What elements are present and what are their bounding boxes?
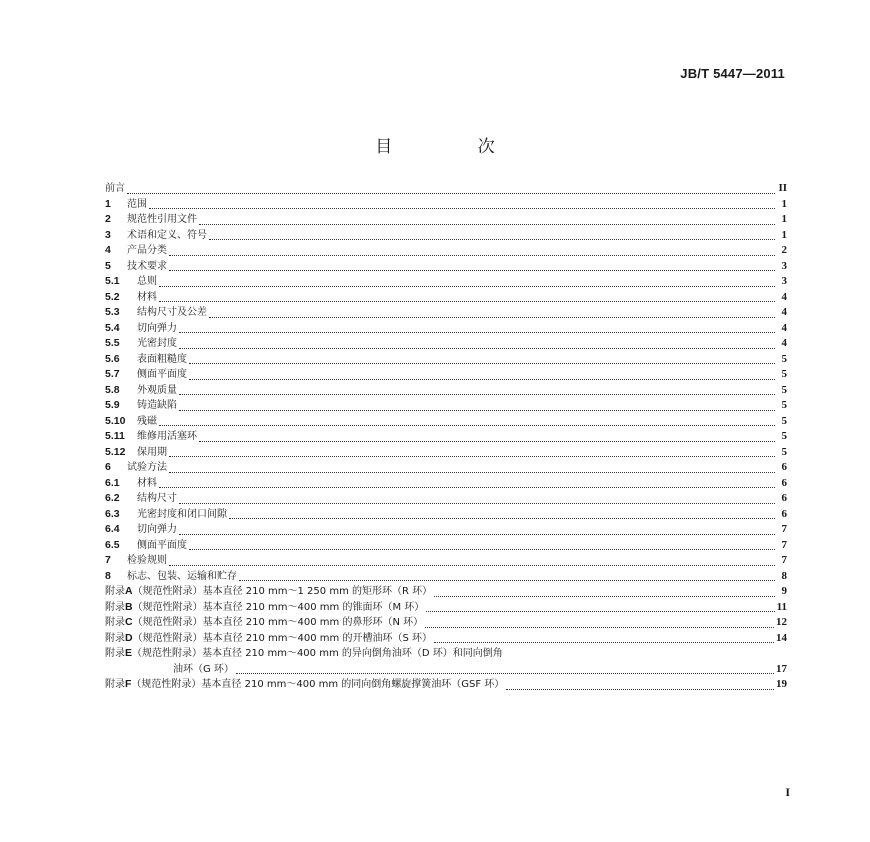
- toc-entry-label: 总则: [137, 276, 157, 287]
- toc-entry-label: 铸造缺陷: [137, 400, 177, 411]
- toc-entry-label: 外观质量: [137, 384, 177, 396]
- toc-entry-label: 材料: [137, 291, 157, 303]
- toc-entry-number: 5.7: [105, 368, 120, 380]
- dot-leader: [169, 269, 775, 271]
- toc-entry-number: 6.4: [105, 523, 120, 535]
- toc-entry-page: 4: [781, 290, 787, 303]
- appendix-prefix: 附录: [105, 648, 125, 659]
- toc-entry-number: 5.11: [105, 430, 125, 442]
- dot-leader: [229, 517, 775, 519]
- toc-entry-page: 3: [781, 275, 787, 287]
- toc-entry[interactable]: [105, 181, 787, 197]
- dot-leader: [506, 688, 774, 690]
- page-title: 目 次: [375, 137, 535, 157]
- toc-entry-number: 2: [105, 213, 111, 225]
- toc-entry-label: 前言: [105, 183, 125, 194]
- appendix-prefix: 附录: [105, 632, 125, 644]
- appendix-letter: C: [125, 616, 133, 628]
- standard-code: JB/T 5447—2011: [680, 66, 785, 81]
- toc-entry[interactable]: [105, 445, 787, 461]
- toc-entry-page: 6: [781, 476, 787, 489]
- dot-leader: [179, 533, 775, 535]
- toc-entry-number: 5.12: [105, 445, 126, 458]
- dot-leader: [179, 347, 775, 349]
- toc-entry[interactable]: [105, 522, 787, 538]
- toc-entry[interactable]: [105, 507, 787, 523]
- appendix-page: 12: [776, 616, 787, 628]
- toc-entry[interactable]: [105, 290, 787, 306]
- appendix-page: 11: [776, 600, 787, 613]
- toc-entry-page: 5: [781, 414, 787, 427]
- appendix-heading: [105, 600, 424, 616]
- toc-entry-number: 6.1: [105, 476, 120, 489]
- toc-entry-label: 结构尺寸: [137, 493, 177, 504]
- dot-leader: [149, 207, 775, 209]
- appendix-title: （规范性附录）基本直径 210 mm～1 250 mm 的矩形环（R 环）: [132, 586, 433, 597]
- appendix-page: 19: [776, 678, 787, 690]
- toc-entry-page: 7: [781, 523, 787, 535]
- toc-entry[interactable]: [105, 476, 787, 492]
- appendix-prefix: 附录: [105, 617, 125, 628]
- dot-leader: [169, 471, 775, 473]
- dot-leader: [169, 564, 775, 566]
- toc-entry-page: 1: [781, 213, 787, 225]
- toc-entry-label: 试验方法: [127, 462, 167, 473]
- toc-entry-number: 5.2: [105, 290, 120, 303]
- toc-entry-number: 6: [105, 461, 111, 473]
- toc-entry-label: 术语和定义、符号: [127, 229, 207, 241]
- appendix-entry[interactable]: [105, 615, 787, 631]
- toc-entry-number: 5.1: [105, 275, 120, 287]
- appendix-title-continuation: 油环（G 环）: [173, 663, 234, 675]
- toc-entry-label: 光密封度: [137, 338, 177, 349]
- appendix-entry[interactable]: [105, 584, 787, 600]
- dot-leader: [209, 238, 775, 240]
- toc-entry-label: 范围: [127, 198, 147, 210]
- toc-entry-number: 5.9: [105, 399, 120, 411]
- toc-entry-number: 4: [105, 244, 111, 256]
- toc-entry-page: 6: [781, 492, 787, 504]
- toc-entry[interactable]: [105, 243, 787, 259]
- toc-entry-page: 4: [781, 337, 787, 349]
- toc-entry-label: 规范性引用文件: [127, 214, 197, 225]
- toc-entry-page: 5: [781, 352, 787, 365]
- dot-leader: [179, 502, 775, 504]
- toc-entry-number: 5.4: [105, 321, 120, 334]
- toc-entry-label: 产品分类: [127, 245, 167, 256]
- dot-leader: [169, 254, 775, 256]
- toc-entry-page: 6: [781, 507, 787, 520]
- toc-entry-number: 5.8: [105, 383, 120, 396]
- toc-entry-number: 6.3: [105, 507, 120, 520]
- toc-entry-page: 7: [781, 554, 787, 566]
- dot-leader: [159, 424, 775, 426]
- toc-entry-page: II: [778, 182, 787, 194]
- dot-leader: [179, 331, 775, 333]
- dot-leader: [426, 610, 774, 612]
- toc-entry[interactable]: [105, 305, 787, 321]
- appendix-heading: [105, 631, 432, 647]
- toc-entry[interactable]: [105, 398, 787, 414]
- dot-leader: [236, 672, 774, 674]
- toc-entry-label: 技术要求: [127, 260, 167, 272]
- toc-entry-page: 4: [781, 306, 787, 318]
- toc-entry[interactable]: [105, 367, 787, 383]
- toc-entry-page: 5: [781, 368, 787, 380]
- dot-leader: [159, 486, 775, 488]
- dot-leader: [199, 223, 775, 225]
- toc-entry-label: 残磁: [137, 415, 157, 427]
- dot-leader: [434, 595, 775, 597]
- dot-leader: [179, 409, 775, 411]
- toc-entry-page: 1: [781, 197, 787, 210]
- dot-leader: [189, 378, 775, 380]
- appendix-title: （规范性附录）基本直径 210 mm～400 mm 的同向倒角螺旋撑簧油环（GSF 环）: [131, 679, 505, 690]
- toc-entry-label: 标志、包装、运输和贮存: [127, 570, 237, 582]
- toc-entry-label: 切向弹力: [137, 322, 177, 334]
- toc-entry-number: 5: [105, 259, 111, 272]
- toc-entry-number: 5.3: [105, 306, 120, 318]
- toc-entry-number: 6.2: [105, 492, 120, 504]
- appendix-entry[interactable]: [105, 677, 787, 693]
- toc-entry-label: 光密封度和闭口间隙: [137, 508, 227, 520]
- toc-entry-number: 8: [105, 569, 111, 582]
- toc-entry[interactable]: [105, 383, 787, 399]
- toc-entry[interactable]: [105, 491, 787, 507]
- appendix-title: （规范性附录）基本直径 210 mm～400 mm 的鼻形环（N 环）: [132, 617, 424, 628]
- toc-entry[interactable]: [105, 538, 787, 554]
- appendix-letter: F: [125, 678, 132, 690]
- appendix-heading: [105, 584, 432, 600]
- toc-entry-page: 7: [781, 538, 787, 551]
- toc-entry-number: 7: [105, 554, 111, 566]
- appendix-letter: B: [125, 600, 133, 613]
- toc-entry[interactable]: [105, 274, 787, 290]
- appendix-letter: D: [125, 631, 133, 644]
- toc-entry-number: 3: [105, 228, 111, 241]
- toc-entry-page: 5: [781, 399, 787, 411]
- appendix-page: 9: [781, 585, 787, 597]
- toc-entry-number: 6.5: [105, 538, 120, 551]
- page-number: I: [785, 785, 790, 799]
- appendix-heading: [105, 646, 503, 662]
- appendix-title: （规范性附录）基本直径 210 mm～400 mm 的锥面环（M 环）: [132, 601, 425, 613]
- toc-entry-number: 5.5: [105, 337, 120, 349]
- appendix-letter: E: [125, 647, 133, 659]
- table-of-contents: [105, 181, 787, 693]
- appendix-entry-continuation[interactable]: [105, 662, 787, 678]
- dot-leader: [434, 641, 774, 643]
- toc-entry-label: 检验规则: [127, 555, 167, 566]
- dot-leader: [179, 393, 775, 395]
- appendix-title: （规范性附录）基本直径 210 mm～400 mm 的异向倒角油环（D 环）和同向倒角: [132, 648, 503, 659]
- dot-leader: [189, 362, 775, 364]
- dot-leader: [159, 285, 775, 287]
- toc-entry-page: 1: [781, 228, 787, 241]
- toc-entry[interactable]: [105, 429, 787, 445]
- dot-leader: [189, 548, 775, 550]
- toc-entry-label: 维修用活塞环: [137, 431, 197, 442]
- toc-entry[interactable]: [105, 414, 787, 430]
- appendix-entry[interactable]: [105, 646, 787, 662]
- dot-leader: [127, 192, 775, 194]
- dot-leader: [169, 455, 775, 457]
- toc-entry-page: 3: [781, 259, 787, 272]
- toc-entry-label: 材料: [137, 477, 157, 489]
- toc-entry-label: 切向弹力: [137, 524, 177, 535]
- toc-entry-number: 5.10: [105, 414, 126, 427]
- toc-entry[interactable]: [105, 259, 787, 275]
- appendix-letter: A: [125, 585, 133, 597]
- toc-entry[interactable]: [105, 336, 787, 352]
- dot-leader: [199, 440, 775, 442]
- appendix-entry[interactable]: [105, 600, 787, 616]
- toc-entry[interactable]: [105, 228, 787, 244]
- appendix-title: （规范性附录）基本直径 210 mm～400 mm 的开槽油环（S 环）: [132, 632, 432, 644]
- toc-entry[interactable]: [105, 212, 787, 228]
- appendix-page: 17: [776, 662, 787, 675]
- appendix-heading: [105, 677, 504, 693]
- toc-entry-number: 5.6: [105, 352, 120, 365]
- toc-entry-number: 1: [105, 197, 111, 210]
- toc-entry-page: 8: [781, 569, 787, 582]
- appendix-heading: [105, 615, 423, 631]
- toc-entry[interactable]: [105, 197, 787, 213]
- toc-entry-label: 表面粗糙度: [137, 353, 187, 365]
- toc-entry-page: 5: [781, 445, 787, 458]
- toc-entry[interactable]: [105, 321, 787, 337]
- toc-entry-label: 保用期: [137, 446, 167, 458]
- toc-entry[interactable]: [105, 553, 787, 569]
- toc-entry-page: 2: [781, 244, 787, 256]
- toc-entry-page: 5: [781, 383, 787, 396]
- appendix-entry[interactable]: [105, 631, 787, 647]
- toc-entry-label: 侧面平面度: [137, 369, 187, 380]
- toc-entry-page: 6: [781, 461, 787, 473]
- dot-leader: [239, 579, 775, 581]
- toc-entry[interactable]: [105, 460, 787, 476]
- toc-entry[interactable]: [105, 352, 787, 368]
- toc-entry-page: 5: [781, 430, 787, 442]
- dot-leader: [425, 626, 774, 628]
- appendix-prefix: 附录: [105, 601, 125, 613]
- dot-leader: [209, 316, 775, 318]
- appendix-page: 14: [776, 631, 787, 644]
- appendix-prefix: 附录: [105, 586, 125, 597]
- toc-entry[interactable]: [105, 569, 787, 585]
- toc-entry-page: 4: [781, 321, 787, 334]
- toc-entry-label: 侧面平面度: [137, 539, 187, 551]
- toc-entry-label: 结构尺寸及公差: [137, 307, 207, 318]
- dot-leader: [159, 300, 775, 302]
- appendix-prefix: 附录: [105, 679, 125, 690]
